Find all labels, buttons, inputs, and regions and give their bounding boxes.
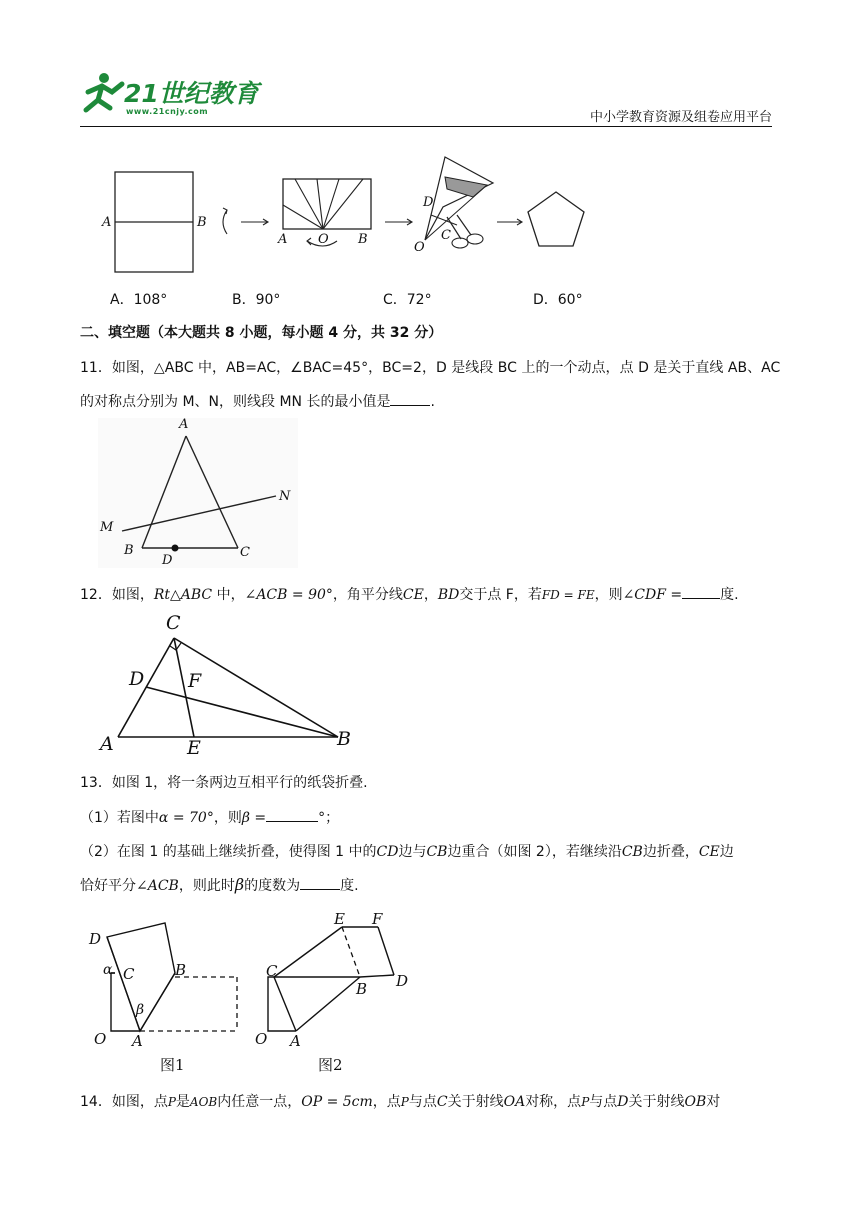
q14-mid3: ，点	[372, 1094, 401, 1110]
q14-pre: 14．如图，点	[80, 1094, 168, 1110]
q12-mid1: 中，	[212, 587, 245, 603]
q13-beta: β =	[241, 810, 267, 826]
q11-label-D: D	[162, 553, 173, 568]
q11-label-A: A	[179, 417, 189, 432]
q13-answer-blank-2[interactable]	[300, 875, 340, 890]
q12-eq: FD = FE	[541, 588, 595, 602]
q12-label-E: E	[187, 737, 201, 759]
q13-p3-end: 的度数为	[244, 878, 301, 894]
q13-p2-end1: 边	[719, 844, 734, 860]
platform-name: 中小学教育资源及组卷应用平台	[589, 110, 772, 125]
q13-p1-pre: （1）若图中	[80, 810, 159, 826]
q11-line2	[80, 391, 435, 412]
logo-runner-icon	[78, 70, 128, 114]
q10-label-A1: A	[102, 215, 112, 230]
q12-rt: Rt△ABC	[153, 587, 213, 603]
q10-label-C3: C	[441, 228, 451, 243]
q10-option-a: A．108°	[110, 292, 168, 308]
q11-end: .	[430, 394, 435, 410]
q12-ce: CE	[402, 587, 424, 603]
q13-p1-mid: ，则	[213, 810, 242, 826]
section-title: 二、填空题（本大题共 8 小题，每小题 4 分，共 32 分）	[80, 325, 443, 341]
q12-triangle-figure	[110, 630, 350, 745]
q14-mid2: 内任意一点，	[217, 1094, 302, 1110]
q14-mid6: 对称，点	[525, 1094, 582, 1110]
q13-fig1-C: C	[123, 965, 135, 983]
header-divider	[80, 126, 772, 127]
q13-fig2-O: O	[255, 1030, 268, 1048]
q13-figure-1	[95, 915, 245, 1040]
q13-line1: 13．如图 1，将一条两边互相平行的纸袋折叠.	[80, 775, 368, 791]
q10-folding-figure	[95, 155, 595, 280]
q10-option-b: B．90°	[232, 292, 281, 308]
q14-oa: OA	[503, 1094, 526, 1110]
q10-option-d: D．60°	[533, 292, 583, 308]
q11-line2-text: 的对称点分别为 M、N，则线段 MN 长的最小值是	[80, 394, 391, 410]
q14-c: C	[436, 1094, 448, 1110]
q12-label-F: F	[188, 670, 202, 692]
q13-fig1-O: O	[94, 1030, 107, 1048]
q13-p1-end: °；	[318, 810, 340, 826]
q12-pre: 12．如图，	[80, 587, 154, 603]
q10-label-O2: O	[318, 232, 329, 247]
q13-part3	[80, 875, 359, 896]
q14-mid1: 是	[175, 1094, 190, 1110]
q14-aob: AOB	[189, 1095, 218, 1109]
logo-text: 21世纪教育	[124, 79, 259, 108]
q13-p3-end2: 度.	[340, 878, 359, 894]
q12-label-B: B	[337, 728, 351, 750]
logo-url: www.21cnjy.com	[126, 107, 209, 116]
q12-answer-blank[interactable]	[682, 584, 720, 599]
q13-fig1-beta: β	[136, 1002, 145, 1018]
q13-p2-mid2: 边重合（如图 2），若继续沿	[447, 844, 622, 860]
q10-label-O3: O	[414, 240, 425, 255]
q13-fig1-caption: 图1	[160, 1056, 185, 1074]
q13-p3-pre: 恰好平分	[80, 878, 136, 894]
q13-fig2-B: B	[356, 980, 368, 998]
q14-p: P	[167, 1095, 176, 1109]
q13-p2-pre: （2）在图 1 的基础上继续折叠，使得图 1 中的	[80, 844, 377, 860]
q13-alpha: α = 70°	[158, 810, 214, 826]
q14-end: 对	[706, 1094, 721, 1110]
q13-part1	[80, 807, 339, 828]
q11-label-B: B	[124, 543, 134, 558]
q12-bd: BD	[437, 587, 460, 603]
q14-p3: P	[581, 1095, 590, 1109]
q12-label-C: C	[166, 612, 181, 634]
q13-p2-mid3: 边折叠，	[642, 844, 699, 860]
q13-p2-mid1: 边与	[398, 844, 427, 860]
point-d-dot	[172, 545, 179, 552]
q14-op: OP = 5cm	[301, 1094, 373, 1110]
q13-cb: CB	[426, 844, 448, 860]
q10-label-A2: A	[278, 232, 288, 247]
q14-p2: P	[400, 1095, 409, 1109]
q14-mid7: 与点	[589, 1094, 618, 1110]
q13-fig2-D: D	[396, 972, 409, 990]
q14-d: D	[617, 1094, 629, 1110]
q11-line1: 11．如图，△ABC 中，AB=AC，∠BAC=45°，BC=2，D 是线段 BC 上的一个动点，点 D 是关于直线 AB、AC	[80, 360, 781, 376]
q13-fig2-C: C	[266, 962, 278, 980]
pentagon-shape	[528, 192, 584, 246]
q13-p3-mid: ，则此时	[178, 878, 235, 894]
q11-label-M: M	[100, 520, 114, 535]
q12-angle: ∠ACB = 90°	[244, 587, 333, 603]
q11-label-N: N	[279, 489, 291, 504]
q14-line	[80, 1092, 720, 1112]
q12-label-D: D	[129, 668, 145, 690]
q12-mid3: ，	[423, 587, 438, 603]
fold-rect-2	[283, 179, 371, 229]
q10-label-D3: D	[423, 195, 434, 210]
q13-fig2-F: F	[372, 910, 383, 928]
q12-line	[80, 584, 739, 605]
q13-figure-2	[262, 915, 412, 1040]
q13-fig2-E: E	[334, 910, 345, 928]
q13-fig1-alpha: α	[103, 962, 113, 978]
q13-part2	[80, 842, 734, 862]
q13-fig1-A: A	[132, 1032, 143, 1050]
q14-mid5: 关于射线	[447, 1094, 504, 1110]
q12-mid4: 交于点 F，若	[459, 587, 542, 603]
q12-mid2: ，角平分线	[332, 587, 403, 603]
q13-beta2: β	[234, 875, 245, 894]
q13-ce: CE	[698, 844, 720, 860]
q13-fig2-A: A	[290, 1032, 301, 1050]
q12-end: 度.	[720, 587, 739, 603]
q13-cd: CD	[376, 844, 399, 860]
q13-fig2-caption: 图2	[318, 1056, 343, 1074]
q11-label-C: C	[240, 545, 250, 560]
q10-option-c: C．72°	[383, 292, 432, 308]
q10-label-B1: B	[197, 215, 207, 230]
q12-cdf: ∠CDF =	[622, 587, 683, 603]
q11-answer-blank[interactable]	[390, 391, 430, 406]
q14-ob: OB	[684, 1094, 707, 1110]
q13-answer-blank-1[interactable]	[266, 807, 318, 822]
q12-label-A: A	[100, 733, 114, 755]
q13-fig1-D: D	[89, 930, 102, 948]
q10-label-B2: B	[358, 232, 368, 247]
q14-mid4: 与点	[408, 1094, 437, 1110]
q13-acb: ∠ACB	[136, 878, 179, 894]
q13-fig1-B: B	[175, 961, 187, 979]
q14-mid8: 关于射线	[628, 1094, 685, 1110]
q13-cb2: CB	[621, 844, 643, 860]
q12-mid5: ，则	[594, 587, 623, 603]
